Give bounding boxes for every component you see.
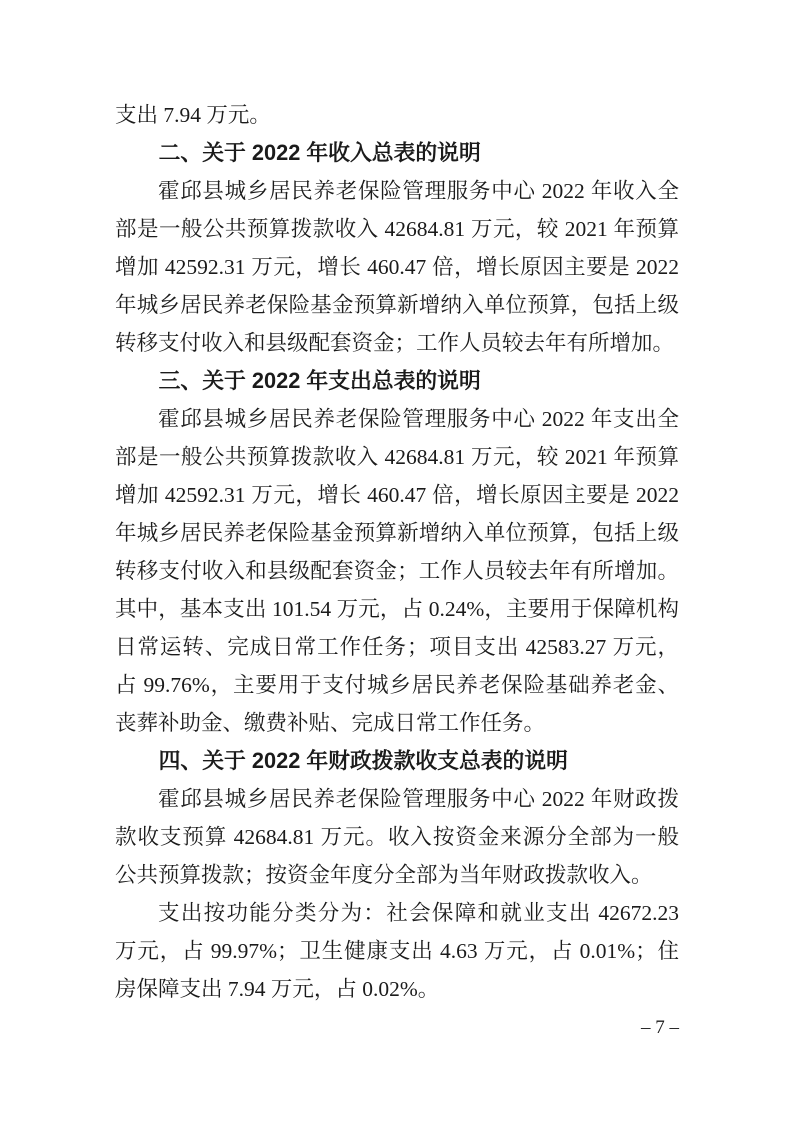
document-paragraph: 霍邱县城乡居民养老保险管理服务中心 2022 年支出全部是一般公共预算拨款收入 42684.81 万元，较 2021 年预算增加 42592.31 万元，增长 460.47 倍，增长原因主要是 2022 年城乡居民养老保险基金预算新增纳入单位预算，包括上级转移支付收入和县级配套资金；工作人员较去年有所增加。其中，基本支出 101.54 万元，占 0.24%，主要用于保障机构日常运转、完成日常工作任务；项目支出 42583.27 万元，占 99.76%，主要用于支付城乡居民养老保险基础养老金、丧葬补助金、缴费补贴、完成日常工作任务。 [115, 407, 679, 735]
document-paragraph: 霍邱县城乡居民养老保险管理服务中心 2022 年财政拨款收支预算 42684.81 万元。收入按资金来源分全部为一般公共预算拨款；按资金年度分全部为当年财政拨款收入。 [115, 787, 679, 887]
document-content [115, 96, 679, 1008]
page-footer [0, 1013, 679, 1043]
section-heading: 二、关于 2022 年收入总表的说明 [158, 140, 481, 165]
document-paragraph: 支出按功能分类分为：社会保障和就业支出 42672.23 万元，占 99.97%；卫生健康支出 4.63 万元，占 0.01%；住房保障支出 7.94 万元，占 0.02%。 [115, 901, 679, 1001]
section-heading: 三、关于 2022 年支出总表的说明 [158, 368, 481, 393]
section-heading: 四、关于 2022 年财政拨款收支总表的说明 [158, 748, 568, 773]
page-number: – 7 – [641, 1017, 679, 1038]
document-paragraph: 支出 7.94 万元。 [115, 103, 271, 127]
document-paragraph: 霍邱县城乡居民养老保险管理服务中心 2022 年收入全部是一般公共预算拨款收入 42684.81 万元，较 2021 年预算增加 42592.31 万元，增长 460.47 倍，增长原因主要是 2022 年城乡居民养老保险基金预算新增纳入单位预算，包括上级转移支付收入和县级配套资金；工作人员较去年有所增加。 [115, 179, 679, 355]
